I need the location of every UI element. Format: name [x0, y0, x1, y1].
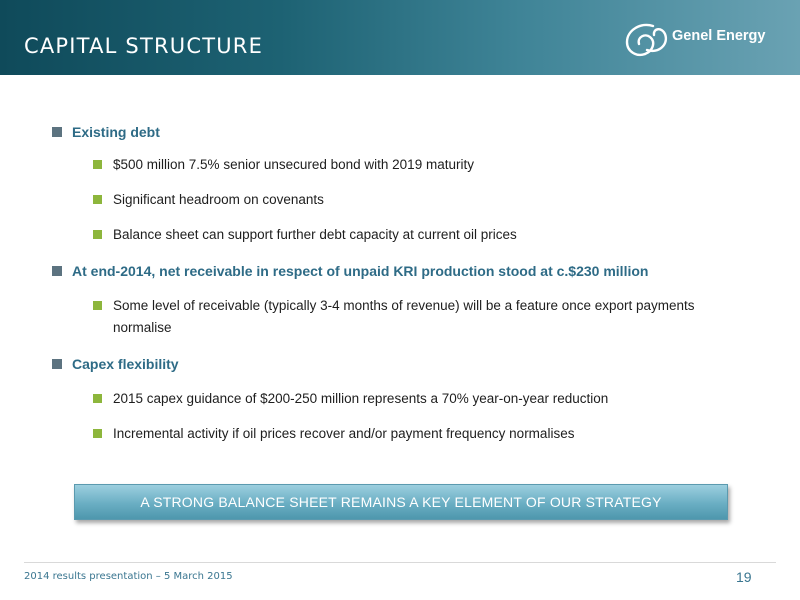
square-bullet-icon [52, 359, 62, 369]
green-square-bullet-icon [93, 195, 102, 204]
genel-swirl-logo-icon [623, 20, 671, 60]
square-bullet-icon [52, 127, 62, 137]
green-square-bullet-icon [93, 394, 102, 403]
green-square-bullet-icon [93, 301, 102, 310]
slide-title: CAPITAL STRUCTURE [24, 34, 264, 58]
green-square-bullet-icon [93, 429, 102, 438]
green-square-bullet-icon [93, 160, 102, 169]
footer-divider [24, 562, 776, 563]
header-bar [0, 0, 800, 75]
page-number: 19 [736, 569, 752, 585]
green-square-bullet-icon [93, 230, 102, 239]
footer-presentation-label: 2014 results presentation – 5 March 2015 [24, 571, 233, 582]
square-bullet-icon [52, 266, 62, 276]
strategy-banner: A STRONG BALANCE SHEET REMAINS A KEY ELEMENT OF OUR STRATEGY [74, 484, 728, 520]
logo-text: Genel Energy [672, 28, 766, 44]
genel-energy-logo [623, 20, 773, 60]
